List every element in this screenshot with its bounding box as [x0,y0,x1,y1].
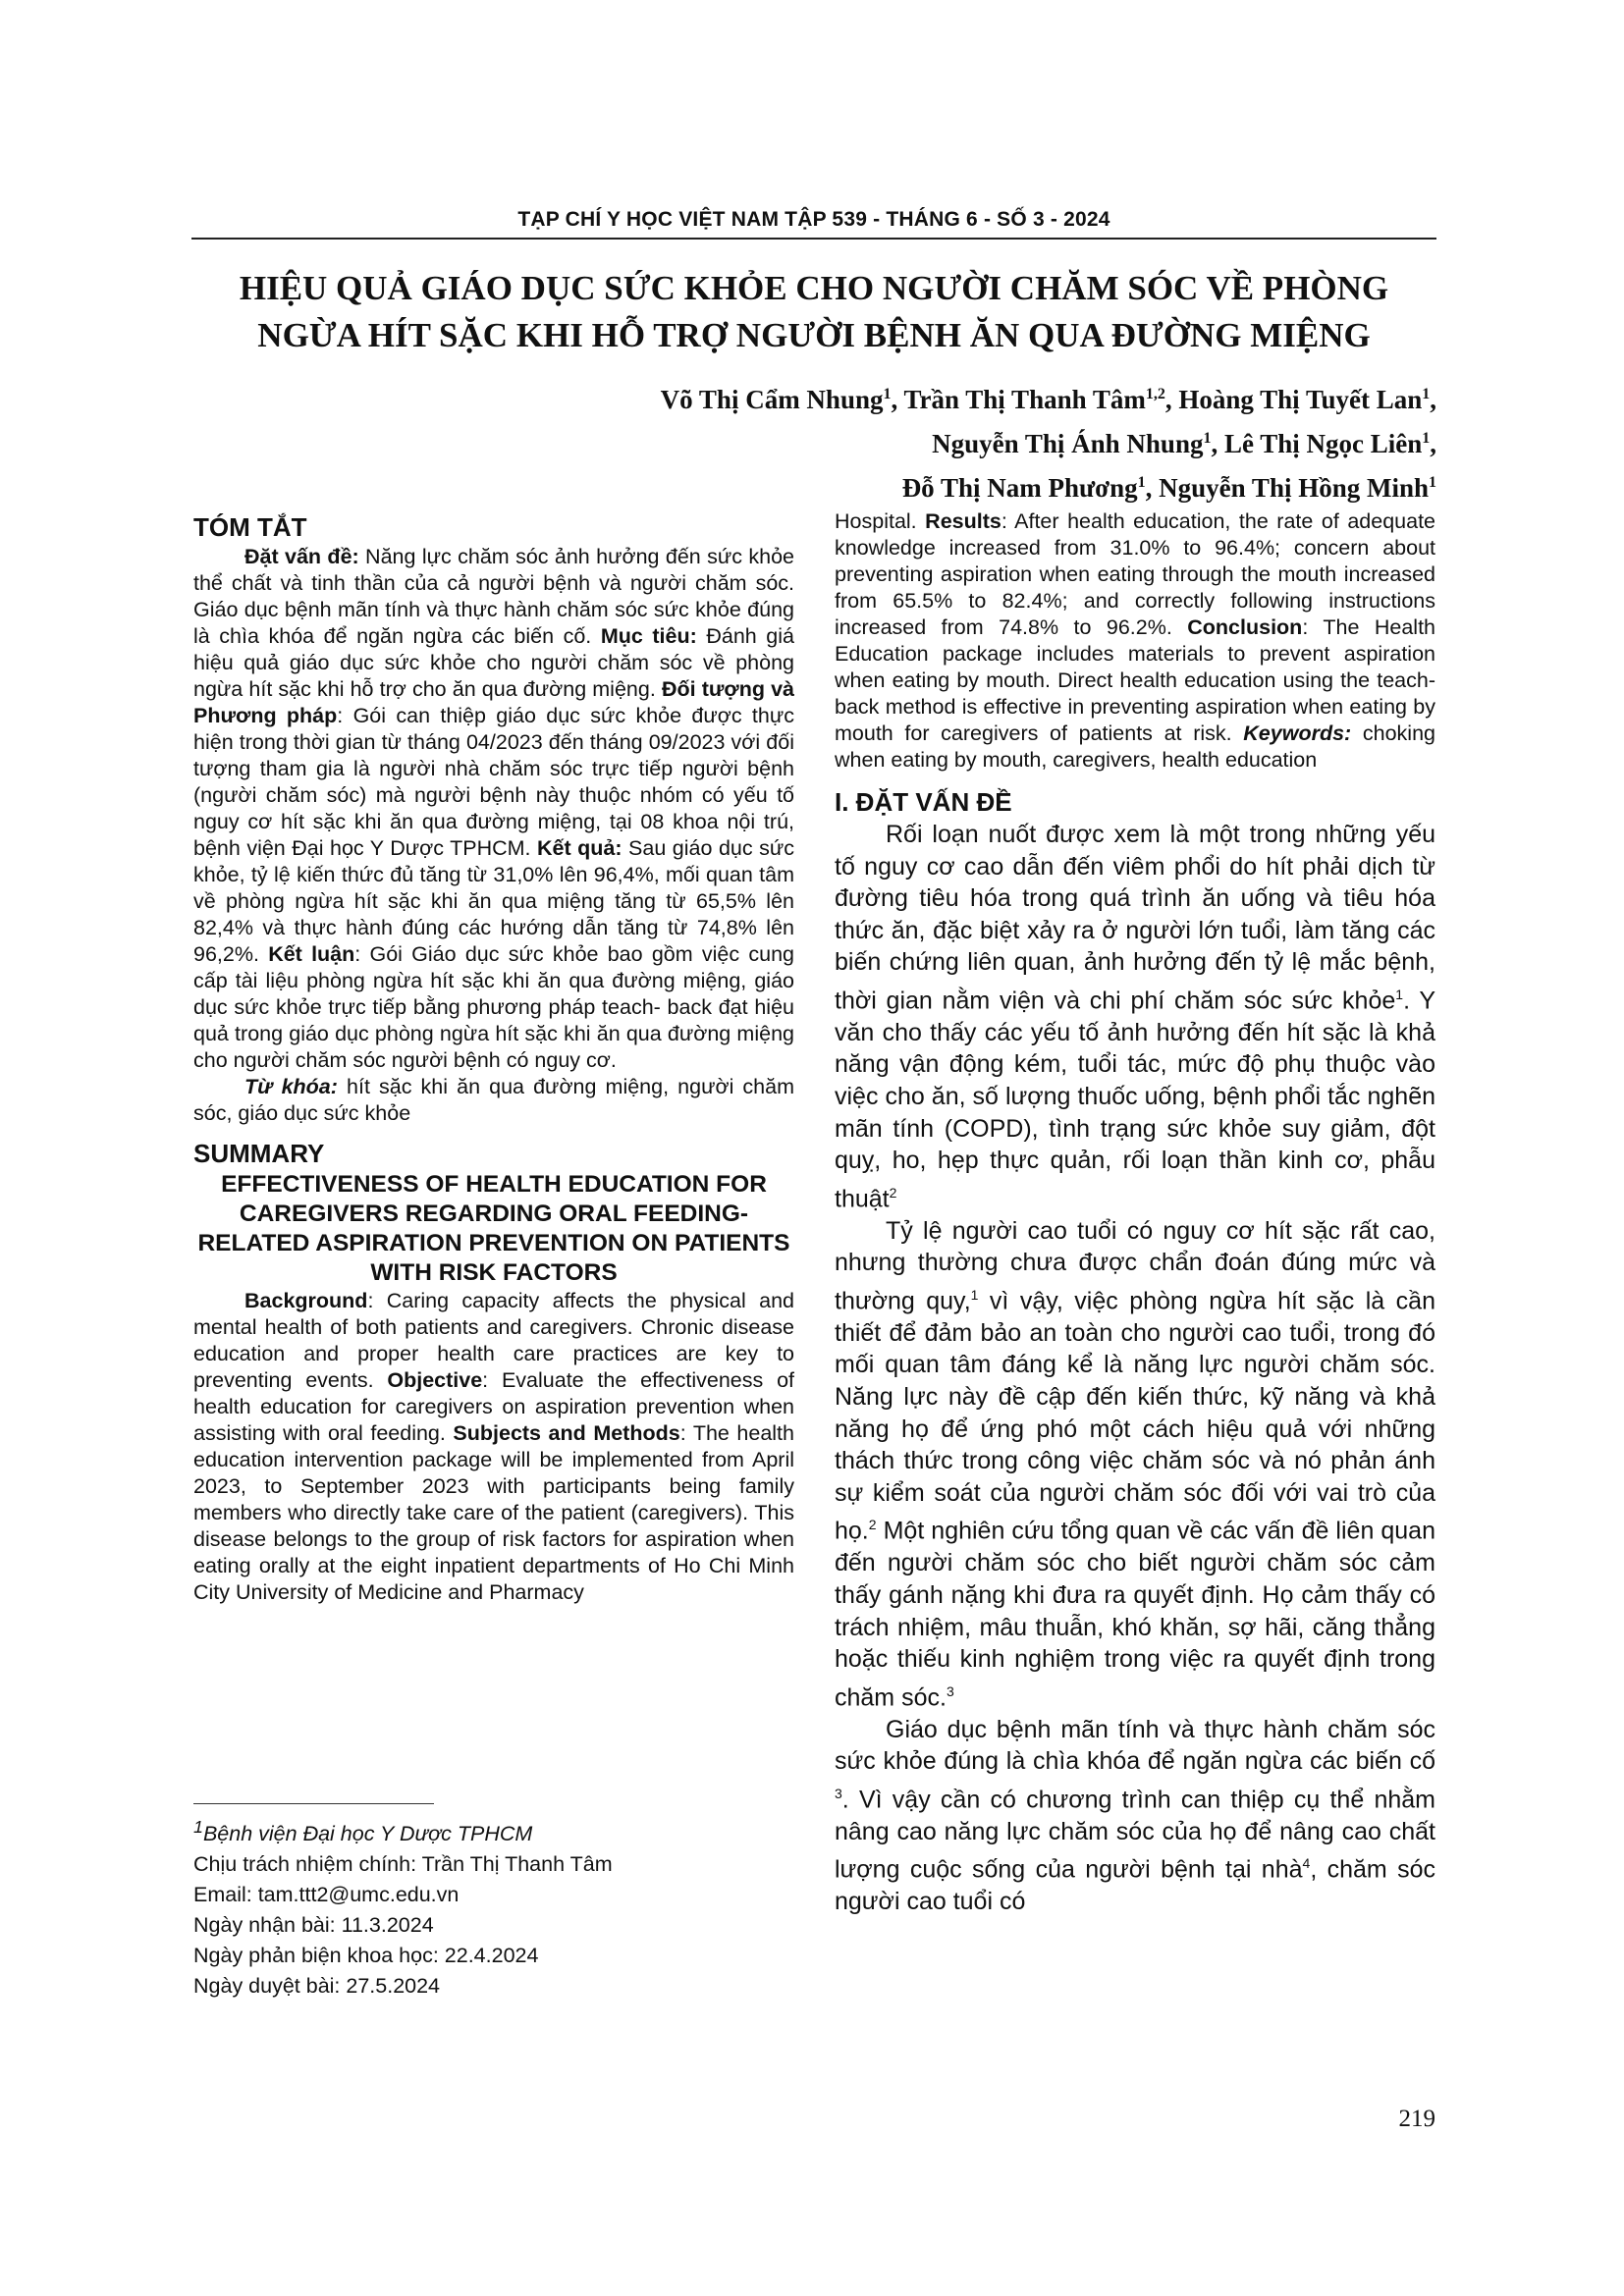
author-name: Nguyễn Thị Hồng Minh [1159,473,1429,503]
author-affiliation: 1 [883,386,892,402]
section-1-heading: I. ĐẶT VẤN ĐỀ [835,787,1012,817]
summary-text: Background: Caring capacity affects the physical and mental health of both patients and caregivers. Chronic disease education and proper health care practices are key to preventing events. Objective: Evaluate the effectiveness of health education for caregivers on aspiration prevention when assisting with oral feeding. Subjects and Methods: The health education intervention package will be implemented from April 2023, to September 2023 with participants being family members who directly take care of the patient (caregivers). This disease belongs to the group of risk factors for aspiration when eating orally at the eight inpatient departments of Ho Chi Minh City University of Medicine and Pharmacy [193,1289,795,1604]
citation: 3 [946,1682,954,1699]
author-name: Trần Thị Thanh Tâm [903,385,1146,414]
author-affiliation: 1 [1203,430,1212,447]
author-affiliation: 1,2 [1145,386,1165,402]
summary-heading: SUMMARY [193,1139,325,1168]
footnotes [193,1812,783,2002]
author-line-3: Đỗ Thị Nam Phương$^1$, Nguyễn Thị Hồng Minh$^1$ [901,473,1436,503]
title-line-2: NGỪA HÍT SẶC KHI HỖ TRỢ NGƯỜI BỆNH ĂN QUA ĐƯỜNG MIỆNG [257,316,1371,354]
author-name: Nguyễn Thị Ánh Nhung [932,429,1204,458]
abstract-vi-keywords: Từ khóa: hít sặc khi ăn qua đường miệng, người chăm sóc, giáo dục sức khỏe [193,1075,795,1125]
author-affiliation: 1 [1422,430,1431,447]
author-list [191,375,1436,507]
citation: 1 [970,1286,979,1303]
page-number: 219 [1398,2106,1435,2132]
article-title [191,265,1436,359]
summary-text-continued: Hospital. Results: After health education, the rate of adequate knowledge increased from 31.0% to 96.4%; concern about preventing aspiration when eating through the mouth increased from 65.5% to 82.4%; and correctly following instructions increased from 74.8% to 96.2%. Conclusion: The Health Education package includes materials to prevent aspiration when eating by mouth. Direct health education using the teach-back method is effective in preventing aspiration when eating by mouth for caregivers of patients at risk. Keywords: choking when eating by mouth, caregivers, health education [835,509,1435,772]
author-affiliation: 1 [1422,386,1431,402]
footnote-rule [193,1803,434,1804]
footnote-email: Email: tam.ttt2@umc.edu.vn [193,1883,460,1907]
citation: 2 [868,1517,877,1533]
abstract-vi-heading: TÓM TẮT [193,512,307,542]
author-name: Đỗ Thị Nam Phương [901,473,1138,503]
footnote-reviewed: Ngày phản biện khoa học: 22.4.2024 [193,1944,539,1968]
footnote-corresponding: Chịu trách nhiệm chính: Trần Thị Thanh Tâm [193,1852,613,1877]
header-rule [191,238,1436,240]
citation: 4 [1302,1855,1311,1872]
author-affiliation: 1 [1137,474,1146,491]
paragraph: Rối loạn nuốt được xem là một trong những yếu tố nguy cơ cao dẫn đến viêm phổi do hít phải dịch từ đường tiêu hóa trong quá trình ăn uống và tiêu hóa thức ăn, đặc biệt xảy ra ở người lớn tuổi, làm tăng các biến chứng liên quan, ảnh hưởng đến tỷ lệ mắc bệnh, thời gian nằm viện và chi phí chăm sóc sức khỏe$^1$. Y văn cho thấy các yếu tố ảnh hưởng đến hít sặc là khả năng vận động kém, tuổi tác, mức độ phụ thuộc vào việc cho ăn, số lượng thuốc uống, bệnh phổi tắc nghẽn mãn tính (COPD), tình trạng sức khỏe suy giảm, đột quỵ, ho, hẹp thực quản, rối loạn thần kinh cơ, phẫu thuật$^2$ [835,821,1435,1213]
author-name: Hoàng Thị Tuyết Lan [1178,385,1423,414]
footnote-received: Ngày nhận bài: 11.3.2024 [193,1913,434,1938]
author-name: Võ Thị Cẩm Nhung [660,385,884,414]
title-line-1: HIỆU QUẢ GIÁO DỤC SỨC KHỎE CHO NGƯỜI CHĂM SÓC VỀ PHÒNG [239,269,1389,307]
section-1-body [835,819,1435,1918]
citation: 2 [889,1184,897,1201]
author-affiliation: 1 [1429,474,1436,491]
summary-title: EFFECTIVENESS OF HEALTH EDUCATION FOR CAREGIVERS REGARDING ORAL FEEDING-RELATED ASPIRATION PREVENTION ON PATIENTS WITH RISK FACTORS [197,1171,790,1286]
abstract-vi-text: Đặt vấn đề: Năng lực chăm sóc ảnh hưởng đến sức khỏe thể chất và tinh thần của cả người bệnh và người chăm sóc. Giáo dục bệnh mãn tính và thực hành chăm sóc sức khỏe đúng là chìa khóa để ngăn ngừa các biến cố. Mục tiêu: Đánh giá hiệu quả giáo dục sức khỏe cho người chăm sóc về phòng ngừa hít sặc khi hỗ trợ cho ăn qua đường miệng. Đối tượng và Phương pháp: Gói can thiệp giáo dục sức khỏe được thực hiện trong thời gian từ tháng 04/2023 đến tháng 09/2023 với đối tượng tham gia là người nhà chăm sóc trực tiếp người bệnh (người chăm sóc) mà người bệnh này thuộc nhóm có yếu tố nguy cơ hít sặc khi ăn qua đường miệng, tại 08 khoa nội trú, bệnh viện Đại học Y Dược TPHCM. Kết quả: Sau giáo dục sức khỏe, tỷ lệ kiến thức đủ tăng từ 31,0% lên 96,4%, mối quan tâm về phòng ngừa hít sặc khi ăn qua miệng tăng từ 65,5% lên 82,4% và thực hành đúng các hướng dẫn tăng từ 74,8% lên 96,2%. Kết luận: Gói Giáo dục sức khỏe bao gồm việc cung cấp tài liệu phòng ngừa hít sặc khi ăn qua đường miệng, giáo dục sức khỏe trực tiếp bằng phương pháp teach- back đạt hiệu quả trong giáo dục phòng ngừa hít sặc khi ăn qua đường miệng cho người chăm sóc người bệnh có nguy cơ. [193,545,795,1072]
right-column [835,508,1435,1918]
citation: 1 [1395,986,1404,1002]
paragraph: Tỷ lệ người cao tuổi có nguy cơ hít sặc rất cao, nhưng thường chưa được chẩn đoán đúng mức và thường quy,$^1$ vì vậy, việc phòng ngừa hít sặc là cần thiết để đảm bảo an toàn cho người cao tuổi, trong đó mối quan tâm đáng kể là năng lực người chăm sóc. Năng lực này đề cập đến kiến thức, kỹ năng và khả năng họ để ứng phó một cách hiệu quả với những thách thức trong công việc chăm sóc và nó phản ánh sự kiểm soát của người chăm sóc đối với vai trò của họ.$^2$ Một nghiên cứu tổng quan về các vấn đề liên quan đến người chăm sóc cho biết người chăm sóc cảm thấy gánh nặng khi đưa ra quyết định. Họ cảm thấy có trách nhiệm, mâu thuẫn, khó khăn, sợ hãi, căng thẳng hoặc thiếu kinh nghiệm trong việc ra quyết định trong chăm sóc.$^3$ [835,1216,1435,1712]
left-column [193,510,794,1606]
running-head: TẠP CHÍ Y HỌC VIỆT NAM TẬP 539 - THÁNG 6 - SỐ 3 - 2024 [517,208,1110,231]
author-line-1: Võ Thị Cẩm Nhung$^1$, Trần Thị Thanh Tâm$^{1,2}$, Hoàng Thị Tuyết Lan$^1$, [660,385,1436,414]
author-name: Lê Thị Ngọc Liên [1223,429,1423,458]
footnote-accepted: Ngày duyệt bài: 27.5.2024 [193,1974,441,1999]
paragraph: Giáo dục bệnh mãn tính và thực hành chăm sóc sức khỏe đúng là chìa khóa để ngăn ngừa các biến cố $^3$. Vì vậy cần có chương trình can thiệp cụ thể nhằm nâng cao năng lực chăm sóc của họ để nâng cao chất lượng cuộc sống của người bệnh tại nhà$^4$, chăm sóc người cao tuổi có [835,1715,1435,1916]
footnote-affiliation: $^1$Bệnh viện Đại học Y Dược TPHCM [193,1817,533,1846]
author-line-2: Nguyễn Thị Ánh Nhung$^1$, Lê Thị Ngọc Liên$^1$, [932,429,1436,458]
citation: 3 [835,1785,842,1801]
